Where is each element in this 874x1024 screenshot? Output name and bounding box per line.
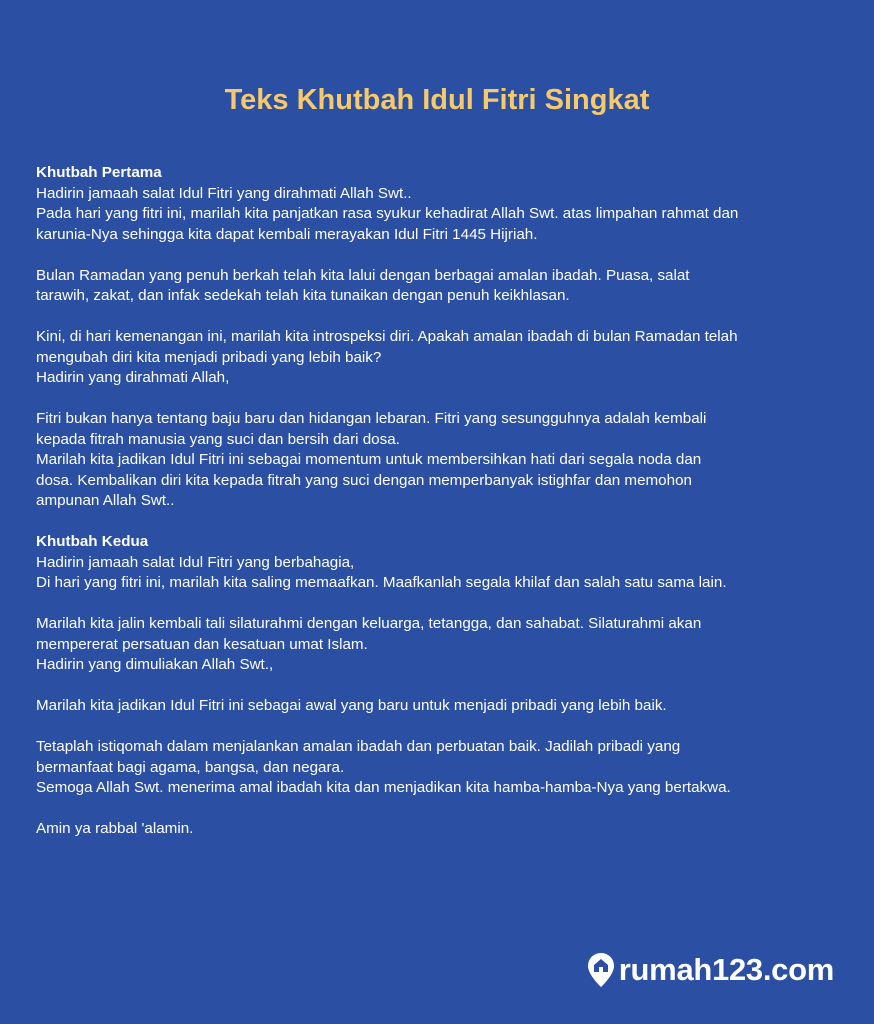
- paragraph-line: Tetaplah istiqomah dalam menjalankan amalan ibadah dan perbuatan baik. Jadilah pribadi yang: [36, 738, 681, 755]
- paragraph-line: bermanfaat bagi agama, bangsa, dan negara.: [36, 758, 345, 776]
- paragraph-line: ampunan Allah Swt..: [36, 492, 175, 509]
- paragraph-line: kepada fitrah manusia yang suci dan bersih dari dosa.: [36, 430, 400, 448]
- paragraph-line: Hadirin yang dimuliakan Allah Swt.,: [36, 656, 274, 673]
- paragraph-spacer: [36, 389, 844, 410]
- page-title: Teks Khutbah Idul Fitri Singkat: [224, 84, 650, 116]
- paragraph-spacer: [36, 676, 844, 697]
- khutbah-kedua-body: [36, 553, 844, 840]
- khutbah-pertama-heading: Khutbah Pertama: [36, 164, 162, 181]
- paragraph-line: tarawih, zakat, dan infak sedekah telah kita tunaikan dengan penuh keikhlasan.: [36, 287, 570, 304]
- paragraph-line: Amin ya rabbal 'alamin.: [36, 820, 194, 837]
- paragraph-line: karunia-Nya sehingga kita dapat kembali merayakan Idul Fitri 1445 Hijriah.: [36, 225, 538, 243]
- paragraph-line: Pada hari yang fitri ini, marilah kita panjatkan rasa syukur kehadirat Allah Swt. atas limpahan rahmat dan: [36, 205, 739, 222]
- logo-text: rumah123.com: [618, 952, 834, 987]
- paragraph-line: dosa. Kembalikan diri kita kepada fitrah yang suci dengan memperbanyak istighfar dan memohon: [36, 471, 692, 489]
- paragraph-spacer: [36, 799, 844, 820]
- paragraph-line: Di hari yang fitri ini, marilah kita saling memaafkan. Maafkanlah segala khilaf dan salah satu sama lain.: [36, 574, 727, 591]
- khutbah-content: [36, 163, 844, 840]
- khutbah-kedua-heading: Khutbah Kedua: [36, 533, 149, 550]
- location-pin-house-icon: [587, 952, 615, 988]
- paragraph-spacer: [36, 245, 844, 266]
- paragraph-line: Semoga Allah Swt. menerima amal ibadah kita dan menjadikan kita hamba-hamba-Nya yang bertakwa.: [36, 779, 731, 796]
- paragraph-spacer: [36, 717, 844, 738]
- khutbah-pertama-body: [36, 184, 844, 512]
- paragraph-line: Hadirin jamaah salat Idul Fitri yang dirahmati Allah Swt..: [36, 184, 412, 202]
- paragraph-line: Hadirin yang dirahmati Allah,: [36, 369, 230, 386]
- paragraph-line: Bulan Ramadan yang penuh berkah telah kita lalui dengan berbagai amalan ibadah. Puasa, salat: [36, 266, 690, 284]
- paragraph-spacer: [36, 594, 844, 615]
- paragraph-line: mempererat persatuan dan kesatuan umat Islam.: [36, 635, 368, 653]
- paragraph-line: Fitri bukan hanya tentang baju baru dan hidangan lebaran. Fitri yang sesungguhnya adalah kembali: [36, 410, 707, 427]
- paragraph-line: Hadirin jamaah salat Idul Fitri yang berbahagia,: [36, 553, 355, 571]
- paragraph-line: mengubah diri kita menjadi pribadi yang lebih baik?: [36, 348, 382, 366]
- paragraph-line: Marilah kita jadikan Idul Fitri ini sebagai momentum untuk membersihkan hati dari segala noda dan: [36, 451, 702, 468]
- paragraph-line: Marilah kita jalin kembali tali silaturahmi dengan keluarga, tetangga, dan sahabat. Silaturahmi akan: [36, 615, 702, 632]
- paragraph-line: Kini, di hari kemenangan ini, marilah kita introspeksi diri. Apakah amalan ibadah di bulan Ramadan telah: [36, 328, 738, 345]
- paragraph-spacer: [36, 307, 844, 328]
- section-spacer: [36, 512, 844, 533]
- paragraph-line: Marilah kita jadikan Idul Fitri ini sebagai awal yang baru untuk menjadi pribadi yang lebih baik.: [36, 697, 667, 714]
- rumah123-logo: [587, 950, 834, 990]
